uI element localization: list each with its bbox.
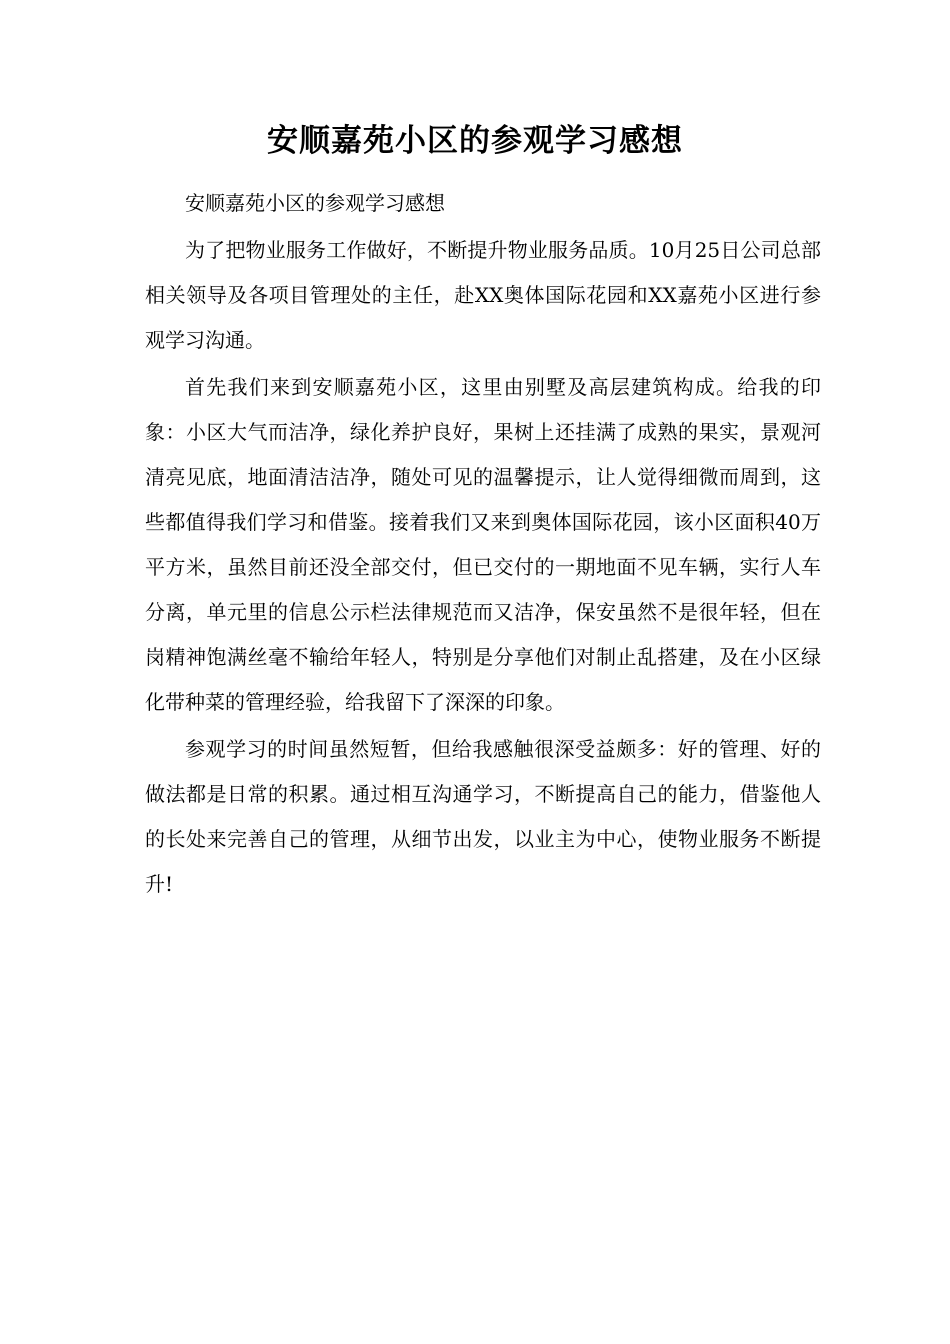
document-title: 安顺嘉苑小区的参观学习感想 — [267, 123, 683, 159]
document-body — [145, 181, 821, 907]
paragraph-intro: 为了把物业服务工作做好，不断提升物业服务品质。10月25日公司总部相关领导及各项目管理处的主任，赴XX奥体国际花园和XX嘉苑小区进行参观学习沟通。 — [145, 238, 821, 352]
paragraph-conclusion: 参观学习的时间虽然短暂，但给我感触很深受益颇多：好的管理、好的做法都是日常的积累。通过相互沟通学习，不断提高自己的能力，借鉴他人的长处来完善自己的管理，从细节出发，以业主为中心，使物业服务不断提升! — [145, 737, 821, 896]
paragraph-subtitle: 安顺嘉苑小区的参观学习感想 — [185, 191, 445, 215]
paragraph-visit: 首先我们来到安顺嘉苑小区，这里由别墅及高层建筑构成。给我的印象：小区大气而洁净，绿化养护良好，果树上还挂满了成熟的果实，景观河清亮见底，地面清洁洁净，随处可见的温馨提示，让人觉得细微而周到，这些都值得我们学习和借鉴。接着我们又来到奥体国际花园，该小区面积40万平方米，虽然目前还没全部交付，但已交付的一期地面不见车辆，实行人车分离，单元里的信息公示栏法律规范而又洁净，保安虽然不是很年轻，但在岗精神饱满丝毫不输给年轻人，特别是分享他们对制止乱搭建，及在小区绿化带种菜的管理经验，给我留下了深深的印象。 — [145, 375, 821, 714]
